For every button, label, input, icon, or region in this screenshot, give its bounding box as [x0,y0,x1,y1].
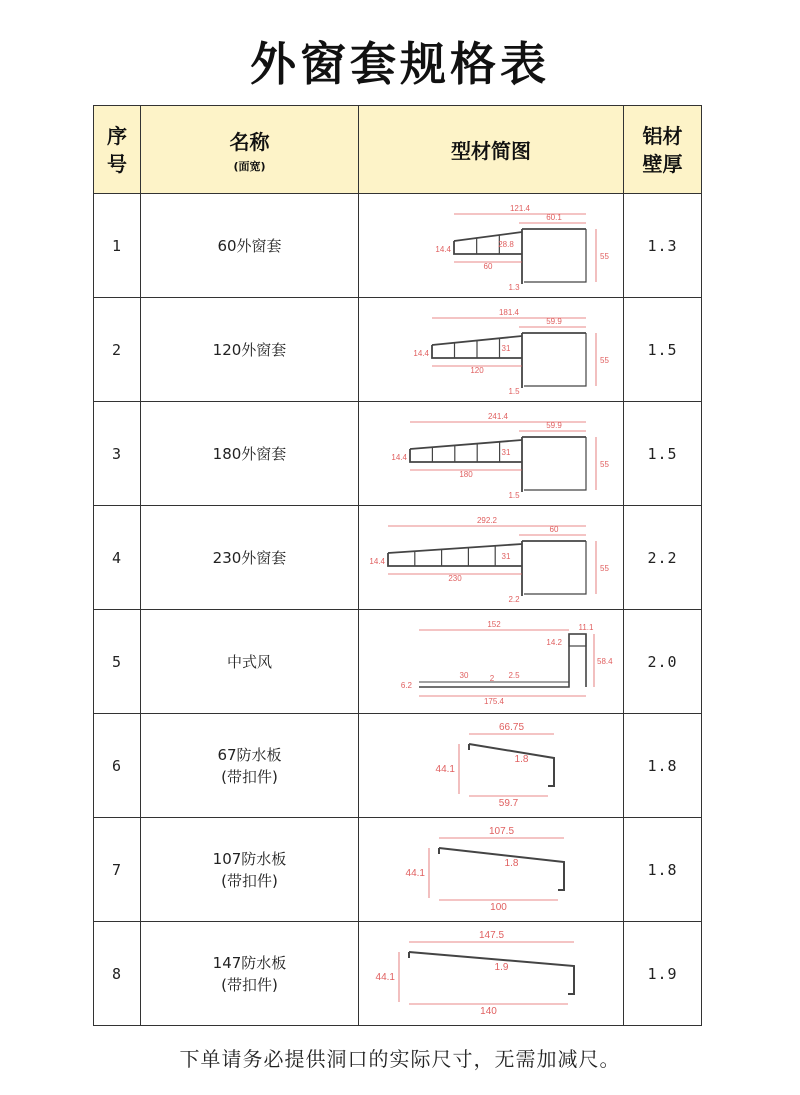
dimension-label: 44.1 [435,763,455,775]
row-name [141,194,359,298]
dimension-label: 14.4 [434,244,451,254]
row-profile [359,922,624,1026]
dimension-label: 55 [599,355,609,365]
dimension-label: 2.2 [507,594,520,604]
dimension-label: 14.4 [368,556,385,566]
row-profile [359,714,624,818]
dimension-label: 1.5 [507,490,520,500]
row-index: 6 [94,714,141,818]
row-profile [359,402,624,506]
dimension-label: 2.5 [507,670,520,680]
dimension-label: 55 [599,459,609,469]
dimension-label: 59.7 [498,797,518,809]
dimension-label: 60 [549,524,558,534]
dimension-label: 121.4 [509,203,530,213]
page-title: 外窗套规格表 [250,37,550,91]
table-row [94,506,702,610]
table-row [94,714,702,818]
dimension-label: 1.3 [507,282,520,292]
dimension-label: 31 [501,447,510,457]
dimension-label: 1.8 [504,857,518,869]
header-wall-thickness: 铝材 壁厚 [624,106,702,194]
profile-diagram [364,196,619,296]
row-wall-thickness: 1.5 [624,402,702,506]
dimension-label: 58.4 [596,656,613,666]
row-wall-thickness: 2.0 [624,610,702,714]
row-wall-thickness: 1.9 [624,922,702,1026]
row-name [141,818,359,922]
row-wall-thickness: 1.5 [624,298,702,402]
row-name-label: 中式风 [226,652,272,671]
table-row [94,610,702,714]
dimension-label: 28.8 [497,239,514,249]
dimension-label: 100 [489,901,507,913]
dimension-label: 44.1 [405,867,425,879]
table-row [94,818,702,922]
row-name-label: 67防水板 [217,745,282,764]
dimension-label: 107.5 [488,825,514,837]
row-name [141,298,359,402]
profile-diagram [364,508,619,608]
dimension-label: 152 [486,619,501,629]
row-index: 2 [94,298,141,402]
dimension-label: 1.5 [507,386,520,396]
dimension-label: 55 [599,251,609,261]
row-profile [359,298,624,402]
row-index: 1 [94,194,141,298]
dimension-label: 2 [489,673,494,683]
row-name [141,402,359,506]
row-wall-thickness: 2.2 [624,506,702,610]
row-name-sub: (带扣件) [221,975,278,994]
dimension-label: 11.1 [578,622,593,632]
dimension-label: 60.1 [545,212,562,222]
row-profile [359,194,624,298]
dimension-label: 140 [479,1005,497,1017]
header-name: 名称 (面宽) [141,106,359,194]
dimension-label: 175.4 [483,696,504,706]
row-name-label: 147防水板 [212,953,287,972]
row-wall-thickness: 1.8 [624,714,702,818]
dimension-label: 31 [501,551,510,561]
dimension-label: 14.4 [390,452,407,462]
dimension-label: 1.9 [494,961,508,973]
row-name-label: 230外窗套 [212,548,287,567]
row-profile [359,818,624,922]
dimension-label: 30 [459,670,468,680]
row-name [141,714,359,818]
profile-diagram [364,612,619,712]
profile-diagram [364,820,619,920]
dimension-label: 60 [483,261,492,271]
row-profile [359,506,624,610]
row-name-sub: (带扣件) [221,871,278,890]
dimension-label: 14.4 [412,348,429,358]
dimension-label: 55 [599,563,609,573]
table-row [94,402,702,506]
row-name-label: 60外窗套 [217,236,282,255]
row-name [141,506,359,610]
profile-diagram [364,924,619,1024]
row-name-sub: (带扣件) [221,767,278,786]
dimension-label: 59.9 [545,420,562,430]
dimension-label: 1.8 [514,753,528,765]
dimension-label: 230 [447,573,462,583]
row-name-label: 120外窗套 [212,340,287,359]
row-name-label: 107防水板 [212,849,287,868]
dimension-label: 44.1 [375,971,395,983]
profile-diagram [364,716,619,816]
header-profile: 型材简图 [359,106,624,194]
footer-note: 下单请务必提供洞口的实际尺寸，无需加减尺。 [179,1047,621,1071]
row-index: 3 [94,402,141,506]
row-index: 5 [94,610,141,714]
row-name [141,922,359,1026]
row-index: 7 [94,818,141,922]
table-row [94,194,702,298]
dimension-label: 120 [469,365,484,375]
dimension-label: 180 [458,469,473,479]
row-wall-thickness: 1.8 [624,818,702,922]
dimension-label: 59.9 [545,316,562,326]
profile-diagram [364,404,619,504]
profile-diagram [364,300,619,400]
header-name-sub: (面宽) [233,159,266,173]
table-row [94,298,702,402]
row-wall-thickness: 1.3 [624,194,702,298]
dimension-label: 147.5 [478,929,504,941]
table-header-row [94,106,702,194]
table-row [94,922,702,1026]
row-profile [359,610,624,714]
row-index: 4 [94,506,141,610]
dimension-label: 66.75 [498,721,524,733]
dimension-label: 181.4 [498,307,519,317]
row-index: 8 [94,922,141,1026]
dimension-label: 6.2 [400,680,412,690]
spec-table [93,105,702,1026]
header-index: 序 号 [94,106,141,194]
dimension-label: 292.2 [476,515,497,525]
dimension-label: 14.2 [545,637,562,647]
row-name-label: 180外窗套 [212,444,287,463]
dimension-label: 31 [501,343,510,353]
row-name [141,610,359,714]
dimension-label: 241.4 [487,411,508,421]
